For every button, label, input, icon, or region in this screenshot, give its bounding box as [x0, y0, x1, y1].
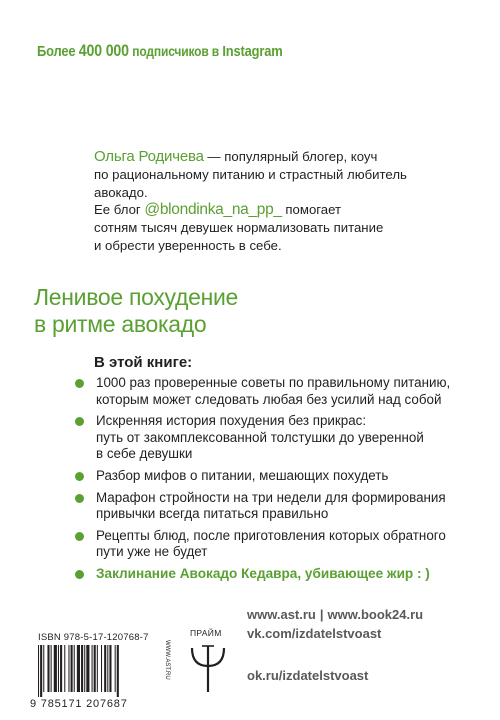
author-desc-rest: — популярный блогер, коуч	[203, 149, 378, 164]
barcode-bar	[81, 645, 83, 692]
list-item-line: пути уже не будет	[96, 544, 208, 560]
barcode-bar	[38, 645, 39, 697]
book-title-line-1: Ленивое похудение	[34, 284, 239, 310]
list-item	[74, 490, 484, 523]
bullet-dot-icon	[75, 417, 84, 426]
barcode-bar	[68, 645, 69, 692]
book24-link[interactable]: www.book24.ru	[327, 607, 424, 622]
barcode-bar	[104, 645, 106, 692]
vertical-url-text: WWW.AST.RU	[164, 640, 170, 680]
barcode-bar	[77, 645, 80, 692]
list-item-line: Марафон стройности на три недели для формирования	[96, 489, 446, 505]
blog-prefix: Ее блог	[94, 202, 145, 218]
barcode-bar	[117, 645, 119, 697]
barcode-bar	[92, 645, 93, 692]
blog-suffix: помогает	[281, 202, 342, 218]
barcode-bar	[47, 645, 49, 692]
subscribers-line	[37, 42, 282, 61]
author-line-3: авокадо.	[94, 184, 148, 200]
book-title	[34, 284, 238, 337]
barcode	[38, 645, 150, 697]
link-separator: |	[319, 607, 324, 622]
list-item	[74, 528, 484, 561]
features-list	[74, 367, 484, 583]
barcode-bar	[107, 645, 108, 692]
isbn-label: ISBN 978-5-17-120768-7	[38, 632, 149, 643]
author-line-1	[94, 148, 434, 166]
author-line-6: и обрести уверенность в себе.	[94, 237, 282, 253]
list-item-line: Искренняя история похудения без прикрас:	[96, 413, 367, 429]
barcode-bar	[74, 645, 75, 692]
barcode-bar	[43, 645, 44, 692]
bullet-dot-icon	[75, 494, 84, 503]
barcode-bar	[54, 645, 57, 692]
vertical-url	[160, 640, 172, 700]
subscribers-count: 400 000	[78, 42, 129, 60]
bullet-dot-icon	[75, 472, 84, 481]
barcode-bar	[64, 645, 65, 692]
subscribers-prefix: Более	[37, 43, 76, 60]
subscribers-suffix: подписчиков в	[132, 43, 219, 59]
list-item	[74, 468, 484, 485]
list-item	[74, 375, 484, 408]
author-line-5: сотням тысяч девушек нормализовать питание	[94, 220, 384, 236]
bullet-dot-icon	[75, 379, 84, 388]
book-title-line-2: в ритме авокадо	[34, 310, 207, 337]
author-line-2: по рациональному питанию и страстный любитель	[94, 166, 407, 182]
barcode-bar	[115, 645, 116, 692]
barcode-digits: 9 785171 207687	[30, 698, 128, 710]
barcode-bar	[86, 645, 89, 692]
list-item-line: путь от закомплексованной толстушки до уверенной	[96, 429, 424, 445]
barcode-bar	[58, 645, 59, 692]
list-item-line: Разбор мифов о питании, мешающих похудеть	[96, 467, 389, 483]
links-block	[247, 605, 423, 643]
list-item-line: привычки всегда питаться правильно	[96, 506, 329, 522]
list-item-line: Рецепты блюд, после приготовления которых обратного	[96, 527, 446, 543]
barcode-bar	[101, 645, 102, 692]
list-item-line: которым может следовать любая без усилий над собой	[96, 391, 442, 407]
ok-link[interactable]: ok.ru/izdatelstvoast	[247, 668, 369, 683]
barcode-bar	[94, 645, 96, 692]
list-item-line: Заклинание Авокадо Кедавра, убивающее жир : )	[96, 565, 430, 581]
barcode-bar	[71, 645, 73, 692]
bullet-dot-icon	[75, 532, 84, 541]
barcode-bar	[84, 645, 85, 692]
vk-link[interactable]: vk.com/izdatelstvoast	[247, 626, 382, 641]
barcode-bar	[40, 645, 42, 697]
blog-handle: @blondinka_na_pp_	[144, 201, 282, 219]
ast-link[interactable]: www.ast.ru	[247, 607, 316, 622]
author-description	[94, 148, 434, 255]
list-item	[74, 566, 484, 583]
author-name: Ольга Родичева	[94, 148, 204, 165]
subscribers-network: Instagram	[222, 43, 283, 60]
publisher-logo-icon	[184, 642, 232, 694]
barcode-bar	[109, 645, 111, 692]
barcode-bar	[97, 645, 98, 692]
bullet-dot-icon	[75, 570, 84, 579]
list-item-line: в себе девушки	[96, 446, 193, 462]
publisher-name: ПРАЙМ	[190, 628, 222, 638]
barcode-bar	[60, 645, 62, 692]
author-line-4	[94, 201, 434, 219]
in-book-heading: В этой книге:	[94, 354, 193, 371]
barcode-bar	[51, 645, 52, 692]
list-item	[74, 413, 484, 463]
list-item-line: 1000 раз проверенные советы по правильному питанию,	[96, 375, 451, 390]
